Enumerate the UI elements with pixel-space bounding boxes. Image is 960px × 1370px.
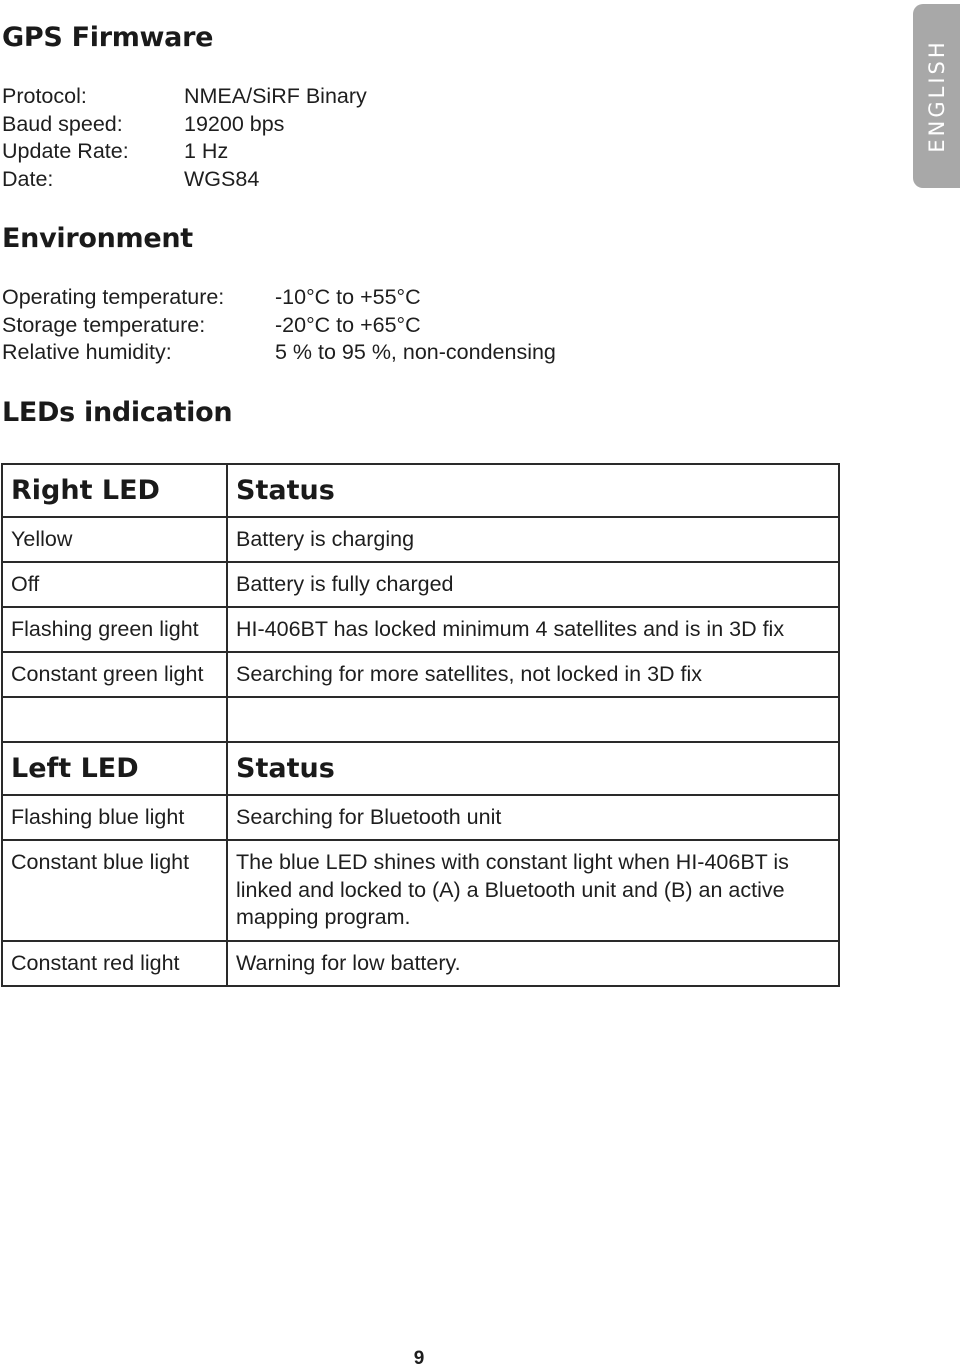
status-cell: The blue LED shines with constant light when HI-406BT is linked and locked to (A) a Bluetooth unit and (B) an active mapping program. [227, 840, 839, 941]
led-cell: Constant blue light [2, 840, 227, 941]
spec-label: Operating temperature: [2, 285, 225, 309]
environment-heading: Environment [2, 223, 193, 254]
left-led-column-header: Left LED [2, 742, 227, 795]
led-cell: Flashing blue light [2, 795, 227, 840]
table-header-row [2, 464, 839, 517]
spec-value: -20°C to +65°C [275, 312, 421, 337]
table-row [2, 517, 839, 562]
right-status-column-header: Status [227, 464, 839, 517]
spec-label: Date: [2, 166, 54, 191]
table-row [2, 607, 839, 652]
table-spacer-row [2, 697, 839, 742]
spec-label: Update Rate: [2, 139, 129, 163]
led-cell: Constant red light [2, 941, 227, 986]
table-header-row [2, 742, 839, 795]
left-status-column-header: Status [227, 742, 839, 795]
status-cell: Warning for low battery. [227, 941, 839, 986]
status-cell: Searching for Bluetooth unit [227, 795, 839, 840]
spec-value: WGS84 [184, 166, 260, 191]
right-led-column-header: Right LED [2, 464, 227, 517]
led-cell: Constant green light [2, 652, 227, 697]
status-cell: Battery is fully charged [227, 562, 839, 607]
table-row [2, 795, 839, 840]
spec-value: 19200 bps [184, 111, 285, 136]
spec-value: NMEA/SiRF Binary [184, 84, 367, 108]
spec-label: Storage temperature: [2, 312, 206, 337]
led-cell: Flashing green light [2, 607, 227, 652]
spec-value: 1 Hz [184, 139, 229, 163]
page-number: 9 [413, 1348, 425, 1369]
gps-firmware-heading: GPS Firmware [2, 22, 214, 53]
language-tab [913, 4, 960, 188]
table-row [2, 840, 839, 941]
spec-value: -10°C to +55°C [275, 285, 421, 309]
empty-cell [227, 697, 839, 742]
led-table [1, 463, 840, 987]
status-cell: Searching for more satellites, not locked in 3D fix [227, 652, 839, 697]
spec-label: Protocol: [2, 84, 87, 108]
spec-value: 5 % to 95 %, non-condensing [275, 340, 556, 364]
table-row [2, 941, 839, 986]
table-row [2, 652, 839, 697]
spec-label: Relative humidity: [2, 340, 172, 364]
status-cell: HI-406BT has locked minimum 4 satellites and is in 3D fix [227, 607, 839, 652]
led-cell: Off [2, 562, 227, 607]
status-cell: Battery is charging [227, 517, 839, 562]
led-cell: Yellow [2, 517, 227, 562]
language-tab-label: ENGLISH [924, 39, 949, 153]
leds-heading: LEDs indication [2, 397, 233, 428]
spec-label: Baud speed: [2, 111, 123, 136]
table-row [2, 562, 839, 607]
empty-cell [2, 697, 227, 742]
